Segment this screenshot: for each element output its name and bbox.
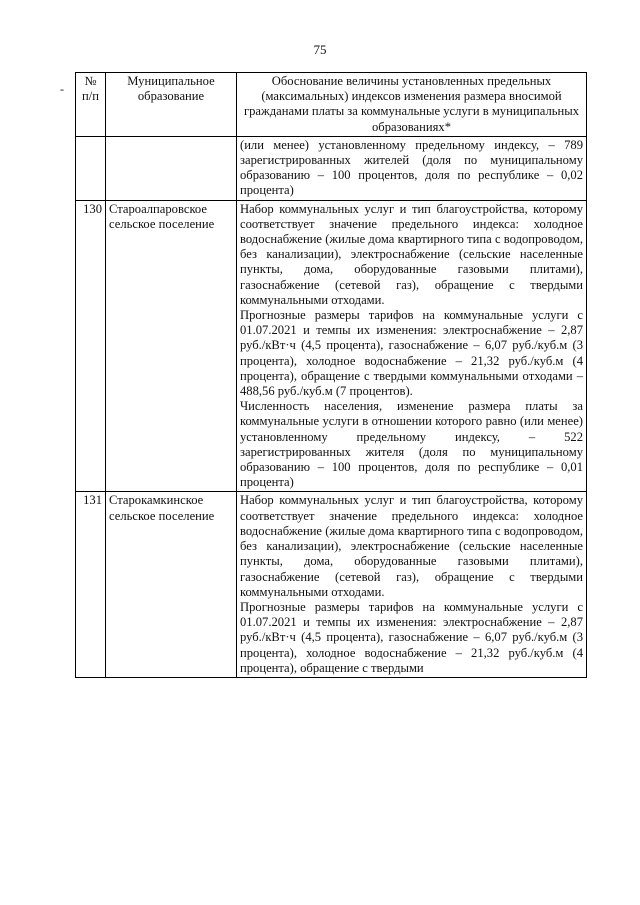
basis-paragraph: Численность населения, изменение размера платы за коммунальные услуги в отношении которого равно (или менее) установленному предельному индексу, – 522 зарегистрированных жителя (доля по муниципальному образованию – 100 процентов, доля по республике – 0,01 процента) bbox=[240, 399, 583, 490]
row-municipality bbox=[106, 136, 237, 200]
row-municipality: Старокамкинское сельское поселение bbox=[106, 492, 237, 677]
row-basis bbox=[237, 200, 587, 492]
row-number: 131 bbox=[76, 492, 106, 677]
table-row bbox=[76, 492, 587, 677]
row-basis bbox=[237, 136, 587, 200]
header-municipality: Муниципальное образование bbox=[106, 73, 237, 137]
table-header-row bbox=[76, 73, 587, 137]
table-row bbox=[76, 200, 587, 492]
indices-table bbox=[75, 72, 587, 678]
row-number bbox=[76, 136, 106, 200]
basis-paragraph: Прогнозные размеры тарифов на коммунальные услуги с 01.07.2021 и темпы их изменения: электроснабжение – 2,87 руб./кВт·ч (4,5 процента), газоснабжение – 6,07 руб./куб.м (3 процента), холодное водоснабжение – 21,32 руб./куб.м (4 процента), обращение с твердыми bbox=[240, 599, 583, 675]
table-row bbox=[76, 136, 587, 200]
basis-paragraph: Прогнозные размеры тарифов на коммунальные услуги с 01.07.2021 и темпы их изменения: электроснабжение – 2,87 руб./кВт·ч (4,5 процента), газоснабжение – 6,07 руб./куб.м (3 процента), холодное водоснабжение – 21,32 руб./куб.м (4 процента), обращение с твердыми коммунальными отходами – 488,56 руб./куб.м (7 процентов). bbox=[240, 308, 583, 399]
header-basis: Обоснование величины установленных предельных (максимальных) индексов изменения размера вносимой гражданами платы за коммунальные услуги в муниципальных образованиях* bbox=[237, 73, 587, 137]
basis-paragraph: Набор коммунальных услуг и тип благоустройства, которому соответствует значение предельного индекса: холодное водоснабжение (жилые дома квартирного типа с водопроводом, без канализации), электроснабжение (сельские населенные пункты, дома, оборудованные газовыми плитами), газоснабжение (сетевой газ), обращение с твердыми коммунальными отходами. bbox=[240, 493, 583, 599]
row-basis bbox=[237, 492, 587, 677]
row-number: 130 bbox=[76, 200, 106, 492]
row-municipality: Староалпаровское сельское поселение bbox=[106, 200, 237, 492]
basis-paragraph: (или менее) установленному предельному индексу, – 789 зарегистрированных жителей (доля по муниципальному образованию – 100 процентов, доля по республике – 0,02 процента) bbox=[240, 137, 583, 198]
basis-paragraph: Набор коммунальных услуг и тип благоустройства, которому соответствует значение предельного индекса: холодное водоснабжение (жилые дома квартирного типа с водопроводом, без канализации), электроснабжение (сельские населенные пункты, дома, оборудованные газовыми плитами), газоснабжение (сетевой газ), обращение с твердыми коммунальными отходами. bbox=[240, 201, 583, 307]
margin-mark: - bbox=[60, 82, 64, 96]
header-number: № п/п bbox=[76, 73, 106, 137]
page-number: 75 bbox=[313, 42, 327, 57]
